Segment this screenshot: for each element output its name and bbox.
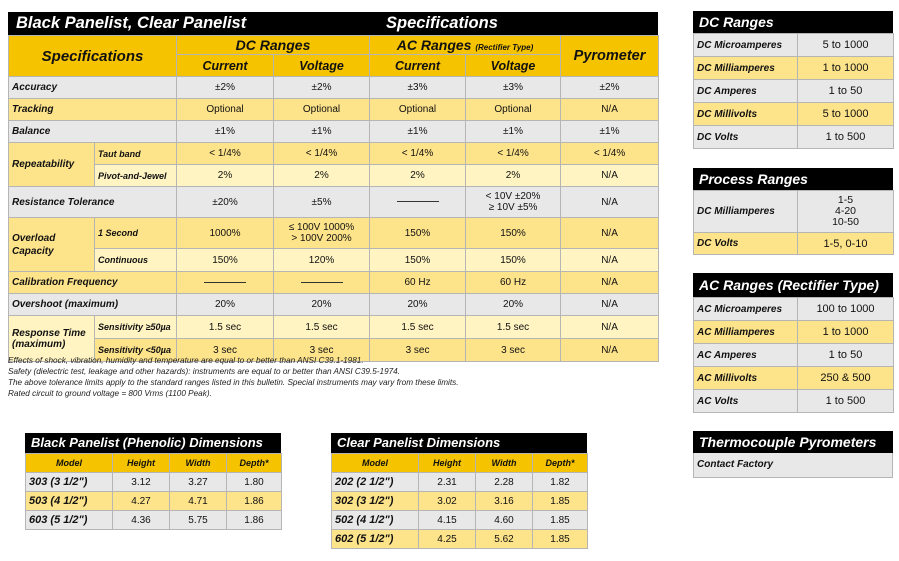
row-label bbox=[9, 218, 95, 272]
row-label-line: (maximum) bbox=[12, 338, 66, 350]
row-sublabel: Pivot-and-Jewel bbox=[95, 165, 177, 187]
range-value: 1 to 1000 bbox=[798, 57, 894, 80]
header-depth: Depth* bbox=[227, 454, 282, 473]
black-dims-panel bbox=[25, 433, 281, 530]
row-tracking bbox=[9, 99, 659, 121]
cell: 20% bbox=[274, 294, 370, 316]
thermocouple-title: Thermocouple Pyrometers bbox=[693, 431, 893, 453]
cell: < 1/4% bbox=[177, 143, 274, 165]
col-ac-ranges-label: AC Ranges bbox=[396, 37, 472, 53]
range-value-line: 1-5 bbox=[837, 194, 854, 206]
ac-range-row bbox=[694, 321, 894, 344]
range-label: AC Millivolts bbox=[694, 367, 798, 390]
process-ranges-table bbox=[693, 190, 894, 255]
model-cell: 603 (5 1/2") bbox=[26, 511, 113, 530]
ac-ranges-table bbox=[693, 297, 894, 413]
cell: 3 sec bbox=[370, 339, 466, 362]
dc-range-row bbox=[694, 57, 894, 80]
row-repeatability-taut bbox=[9, 143, 659, 165]
cell: 3.16 bbox=[476, 492, 533, 511]
range-label: DC Volts bbox=[694, 233, 798, 255]
cell: Optional bbox=[274, 99, 370, 121]
cell: 60 Hz bbox=[370, 272, 466, 294]
model-cell: 202 (2 1/2") bbox=[332, 473, 419, 492]
cell: 120% bbox=[274, 249, 370, 272]
cell: 1.5 sec bbox=[466, 316, 561, 339]
model-cell: 303 (3 1/2") bbox=[26, 473, 113, 492]
row-sublabel: Sensitivity <50µa bbox=[95, 339, 177, 362]
cell: 2.28 bbox=[476, 473, 533, 492]
cell: 150% bbox=[177, 249, 274, 272]
table-row bbox=[26, 473, 282, 492]
model-cell: 302 (3 1/2") bbox=[332, 492, 419, 511]
range-label: DC Milliamperes bbox=[694, 191, 798, 233]
clear-dims-table bbox=[331, 453, 588, 549]
header-depth: Depth* bbox=[533, 454, 588, 473]
cell: < 1/4% bbox=[466, 143, 561, 165]
thermocouple-panel bbox=[693, 431, 893, 478]
col-ac-ranges-note: (Rectifier Type) bbox=[475, 43, 534, 52]
cell: 150% bbox=[466, 218, 561, 249]
model-cell: 503 (4 1/2") bbox=[26, 492, 113, 511]
row-accuracy bbox=[9, 77, 659, 99]
col-dc-ranges-label: DC Ranges bbox=[235, 37, 311, 53]
cell: 60 Hz bbox=[466, 272, 561, 294]
cell: N/A bbox=[561, 249, 659, 272]
table-row bbox=[26, 492, 282, 511]
table-row bbox=[332, 530, 588, 549]
table-row bbox=[332, 511, 588, 530]
cell: ±3% bbox=[466, 77, 561, 99]
col-ac-voltage: Voltage bbox=[466, 55, 561, 77]
row-label: Overshoot (maximum) bbox=[9, 294, 177, 316]
cell: 1.85 bbox=[533, 530, 588, 549]
clear-dims-title: Clear Panelist Dimensions bbox=[331, 433, 587, 453]
dims-header-row bbox=[26, 454, 282, 473]
spec-panel bbox=[8, 12, 658, 362]
spec-title-bar bbox=[8, 12, 658, 35]
row-label: Repeatability bbox=[9, 143, 95, 187]
range-value: 1 to 50 bbox=[798, 80, 894, 103]
row-sublabel: 1 Second bbox=[95, 218, 177, 249]
cell-line: > 100V 200% bbox=[291, 233, 352, 244]
col-specifications: Specifications bbox=[9, 36, 177, 77]
ac-range-row bbox=[694, 298, 894, 321]
cell: 2% bbox=[466, 165, 561, 187]
spec-title-right: Specifications bbox=[386, 14, 498, 32]
model-cell: 602 (5 1/2") bbox=[332, 530, 419, 549]
col-ac-current: Current bbox=[370, 55, 466, 77]
dc-ranges-table bbox=[693, 33, 894, 149]
cell-dash bbox=[370, 187, 466, 218]
cell: N/A bbox=[561, 316, 659, 339]
range-label: AC Milliamperes bbox=[694, 321, 798, 344]
thermocouple-text: Contact Factory bbox=[693, 453, 893, 478]
cell: N/A bbox=[561, 165, 659, 187]
cell: ±1% bbox=[561, 121, 659, 143]
cell: N/A bbox=[561, 272, 659, 294]
cell-dash bbox=[177, 272, 274, 294]
cell: 1.85 bbox=[533, 492, 588, 511]
range-label: DC Volts bbox=[694, 126, 798, 149]
cell bbox=[466, 187, 561, 218]
row-sublabel: Taut band bbox=[95, 143, 177, 165]
col-dc-voltage: Voltage bbox=[274, 55, 370, 77]
col-dc-ranges bbox=[177, 36, 370, 55]
range-label: AC Amperes bbox=[694, 344, 798, 367]
spec-notes bbox=[8, 355, 658, 399]
row-label-line: Response Time bbox=[12, 327, 86, 339]
clear-dims-panel bbox=[331, 433, 587, 549]
cell: 1.85 bbox=[533, 511, 588, 530]
cell: ±20% bbox=[177, 187, 274, 218]
dash-line bbox=[397, 201, 439, 202]
model-cell: 502 (4 1/2") bbox=[332, 511, 419, 530]
range-value: 1 to 500 bbox=[798, 390, 894, 413]
cell: < 1/4% bbox=[370, 143, 466, 165]
cell: ±2% bbox=[177, 77, 274, 99]
cell: 3 sec bbox=[274, 339, 370, 362]
range-value: 250 & 500 bbox=[798, 367, 894, 390]
row-label: Balance bbox=[9, 121, 177, 143]
range-value: 1 to 50 bbox=[798, 344, 894, 367]
note-line: Rated circuit to ground voltage = 800 Vrms (1100 Peak). bbox=[8, 389, 212, 398]
row-calibration bbox=[9, 272, 659, 294]
cell: < 1/4% bbox=[561, 143, 659, 165]
cell: 3 sec bbox=[177, 339, 274, 362]
cell: 1.86 bbox=[227, 492, 282, 511]
dash-line bbox=[204, 282, 246, 283]
cell: 1.86 bbox=[227, 511, 282, 530]
range-value: 1 to 500 bbox=[798, 126, 894, 149]
ac-range-row bbox=[694, 390, 894, 413]
ac-ranges-panel bbox=[693, 273, 893, 413]
cell: N/A bbox=[561, 99, 659, 121]
header-model: Model bbox=[332, 454, 419, 473]
cell: 2% bbox=[177, 165, 274, 187]
header-model: Model bbox=[26, 454, 113, 473]
cell: 4.25 bbox=[419, 530, 476, 549]
cell: N/A bbox=[561, 294, 659, 316]
row-sublabel: Sensitivity ≥50µa bbox=[95, 316, 177, 339]
dims-header-row bbox=[332, 454, 588, 473]
cell bbox=[274, 218, 370, 249]
row-overshoot bbox=[9, 294, 659, 316]
process-ranges-title: Process Ranges bbox=[693, 168, 893, 190]
cell: 2.31 bbox=[419, 473, 476, 492]
cell-line: ≤ 100V 1000% bbox=[288, 222, 355, 233]
col-pyrometer: Pyrometer bbox=[561, 36, 659, 77]
cell: 2% bbox=[274, 165, 370, 187]
cell: < 1/4% bbox=[274, 143, 370, 165]
cell: 2% bbox=[370, 165, 466, 187]
cell: 150% bbox=[466, 249, 561, 272]
cell: 3.12 bbox=[113, 473, 170, 492]
note-line: Effects of shock, vibration, humidity and temperature are equal to or better than ANSI C39.1-1981. bbox=[8, 356, 364, 365]
cell: 1.5 sec bbox=[370, 316, 466, 339]
range-value-line: 4-20 bbox=[834, 205, 856, 217]
spec-header-row-1 bbox=[9, 36, 659, 55]
dc-ranges-title: DC Ranges bbox=[693, 11, 893, 33]
row-overload-continuous bbox=[9, 249, 659, 272]
process-range-row bbox=[694, 233, 894, 255]
table-row bbox=[26, 511, 282, 530]
row-label-text: Overload Capacity bbox=[12, 232, 56, 257]
cell-dash bbox=[274, 272, 370, 294]
cell: 3.02 bbox=[419, 492, 476, 511]
range-value: 100 to 1000 bbox=[798, 298, 894, 321]
range-label: DC Millivolts bbox=[694, 103, 798, 126]
range-value: 5 to 1000 bbox=[798, 34, 894, 57]
table-row bbox=[332, 492, 588, 511]
row-sublabel: Continuous bbox=[95, 249, 177, 272]
dash-line bbox=[301, 282, 343, 283]
cell: ±2% bbox=[561, 77, 659, 99]
range-label: AC Microamperes bbox=[694, 298, 798, 321]
dc-range-row bbox=[694, 34, 894, 57]
cell: 20% bbox=[177, 294, 274, 316]
dc-range-row bbox=[694, 80, 894, 103]
col-dc-current: Current bbox=[177, 55, 274, 77]
cell-line: ≥ 10V ±5% bbox=[488, 202, 538, 213]
cell: ±1% bbox=[177, 121, 274, 143]
spec-table bbox=[8, 35, 659, 362]
cell: ±2% bbox=[274, 77, 370, 99]
ac-ranges-title: AC Ranges (Rectifier Type) bbox=[693, 273, 893, 297]
range-value: 5 to 1000 bbox=[798, 103, 894, 126]
row-resistance bbox=[9, 187, 659, 218]
row-label: Accuracy bbox=[9, 77, 177, 99]
cell: 1.5 sec bbox=[274, 316, 370, 339]
dc-range-row bbox=[694, 103, 894, 126]
range-label: AC Volts bbox=[694, 390, 798, 413]
cell: Optional bbox=[466, 99, 561, 121]
cell: ±3% bbox=[370, 77, 466, 99]
table-row bbox=[332, 473, 588, 492]
range-value bbox=[798, 191, 894, 233]
cell: Optional bbox=[177, 99, 274, 121]
cell: 3.27 bbox=[170, 473, 227, 492]
row-label: Resistance Tolerance bbox=[9, 187, 177, 218]
range-value-line: 10-50 bbox=[832, 216, 859, 228]
header-height: Height bbox=[113, 454, 170, 473]
cell: 150% bbox=[370, 218, 466, 249]
range-value: 1 to 1000 bbox=[798, 321, 894, 344]
cell: 20% bbox=[370, 294, 466, 316]
cell: 5.62 bbox=[476, 530, 533, 549]
cell: Optional bbox=[370, 99, 466, 121]
cell: 4.15 bbox=[419, 511, 476, 530]
cell: 4.36 bbox=[113, 511, 170, 530]
ac-range-row bbox=[694, 344, 894, 367]
cell: 1.82 bbox=[533, 473, 588, 492]
range-label: DC Microamperes bbox=[694, 34, 798, 57]
cell: 4.27 bbox=[113, 492, 170, 511]
cell: 4.60 bbox=[476, 511, 533, 530]
cell: 20% bbox=[466, 294, 561, 316]
cell: ±1% bbox=[466, 121, 561, 143]
header-height: Height bbox=[419, 454, 476, 473]
row-label: Calibration Frequency bbox=[9, 272, 177, 294]
note-line: Safety (dielectric test, leakage and other hazards): instruments are equal to or better than ANSI C39.5-1974. bbox=[8, 367, 401, 376]
header-width: Width bbox=[476, 454, 533, 473]
dc-ranges-panel bbox=[693, 11, 893, 149]
cell: 4.71 bbox=[170, 492, 227, 511]
cell: ±1% bbox=[274, 121, 370, 143]
cell: 5.75 bbox=[170, 511, 227, 530]
cell: 3 sec bbox=[466, 339, 561, 362]
cell: ±1% bbox=[370, 121, 466, 143]
row-response-ge50 bbox=[9, 316, 659, 339]
cell: N/A bbox=[561, 218, 659, 249]
cell-line: < 10V ±20% bbox=[485, 191, 541, 202]
process-range-row bbox=[694, 191, 894, 233]
row-repeatability-pivot bbox=[9, 165, 659, 187]
black-dims-title: Black Panelist (Phenolic) Dimensions bbox=[25, 433, 281, 453]
col-ac-ranges bbox=[370, 36, 561, 55]
cell: 1.5 sec bbox=[177, 316, 274, 339]
cell: 150% bbox=[370, 249, 466, 272]
process-ranges-panel bbox=[693, 168, 893, 255]
cell: ±5% bbox=[274, 187, 370, 218]
row-label: Tracking bbox=[9, 99, 177, 121]
range-label: DC Milliamperes bbox=[694, 57, 798, 80]
header-width: Width bbox=[170, 454, 227, 473]
row-overload-1sec bbox=[9, 218, 659, 249]
note-line: The above tolerance limits apply to the standard ranges listed in this bulletin. Special instruments may vary from these limits. bbox=[8, 378, 459, 387]
dc-range-row bbox=[694, 126, 894, 149]
ac-range-row bbox=[694, 367, 894, 390]
black-dims-table bbox=[25, 453, 282, 530]
cell: 1.80 bbox=[227, 473, 282, 492]
range-label: DC Amperes bbox=[694, 80, 798, 103]
cell: N/A bbox=[561, 187, 659, 218]
cell: N/A bbox=[561, 339, 659, 362]
range-value: 1-5, 0-10 bbox=[798, 233, 894, 255]
spec-title-left: Black Panelist, Clear Panelist bbox=[16, 14, 247, 32]
cell: 1000% bbox=[177, 218, 274, 249]
row-balance bbox=[9, 121, 659, 143]
